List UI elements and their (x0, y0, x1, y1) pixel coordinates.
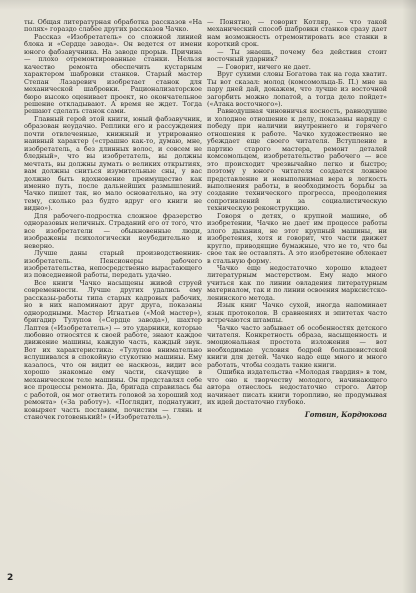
page-number: 2 (7, 573, 14, 583)
right-paragraph-7: Чачко еще недостаточно хорошо владеет литературным мастерством. Ему надо много учиться как по линии овладения литературным материалом, так и по линии освоения марксистско-ленинского метода. (207, 263, 387, 302)
left-paragraph-2: Рассказ «Изобретатель» со сложной линией блока и «Сердце завода». Он ведется от имени юного фабзавучника. На заводе прорыв. Причина — плохо отремонтированные станки. Нельзя качество ремонта обеспечить кустарным характером шабровки станков. Старый мастер Степан Лазаревич изобретает станок для механической шабровки. Рационализаторское бюро высоко оценивает проект, но окончательное решение откладывают. А время не ждет. Тогда решают сделать станок сами. (24, 32, 202, 116)
author-signature: Готвин, Кордюкова (304, 409, 387, 419)
right-paragraph-4: Вруг сухими словы Богатова так на года хватит. Ты вот сказал: молод (комсомольца-Б. П.) мне на пару дней дай, докажем, что лучше из восточной загорбить можно лопатой, а тогда дело пойдет» («Атака восточного»). (207, 70, 387, 108)
right-text-column (207, 19, 387, 418)
left-paragraph-4: Для рабочего-подростка сложное фразерство одноразовых неличных. Страданий его от того, что все изобретатели — обыкновенные люди, изображены психологически неубедительно и неверно. (24, 211, 202, 250)
scan-binding-shadow (402, 0, 416, 593)
right-paragraph-5: Равнодушная чиновничья косность, равнодушие и холодное отношение к делу, показаны наряду с победу при наличии внутреннего и горячего отношения к работе. Чачко художественно не убеждает еще своего читателя. Вступление в партию старого мастера, ремонт деталей комсомольцем, изобретательство рабочего — все это происходит чрезвычайно легко и быстро; поэтому у юного читателя создается ложное представление и невыполнимая вера в легкость выполнения работы, в необходимость борьбы за создание технического прогресса, преодоления сопротивлений и за социалистическую техническую реконструкцию. (207, 107, 387, 213)
left-paragraph-6: Все книги Чачко насыщены живой струей современности. Лучше других удались ему рассказы-работы типа старых кадровых рабочих, но в них напоминают друг друга, показаны однородными. Мастер Игнатьев («Мой мастер»), бригадир Тулупов («Сердце завода»), шахтер Лаптев («Изобретатель») — это ударники, которые любовно относятся к своей работе, знают каждое движение машины, каждую часть, каждый звук. Вот их характеристика: «Тулупов внимательно вслушивался в спокойную стукотню машины. Ему казалось, что он видит ее насквозь, видит все хорошо знакомые ему части, скачущие в механическом теле машины. Он представлял себе все процессы ремонта. Да, бригада справилась бы с работой, он мог ответить головой за хороший ход ремонта» («За работу»). «Поглядит, поднатужит, ковыряет часть поставим, почистим — глянь и станочек готовенький!» («Изобретатель»). (24, 278, 202, 422)
left-paragraph-1: ты. Общая литературная обработка рассказов «На полях» гораздо слабее других рассказов Чачко. (24, 18, 202, 34)
scan-top-shadow (0, 0, 416, 10)
left-text-column (24, 19, 202, 421)
right-paragraph-1: — Понятно, — говорит Котляр, — что такой механический способ шабровки станков сразу дает нам возможность отремонтировать все станки в короткий срок. (207, 18, 387, 49)
right-paragraph-2: — Ты знаешь, почему без действия стоит восточный ударник? (207, 47, 387, 64)
right-paragraph-9: Чачко часто забывает об особенностях детского читателя. Конкретность образа, насыщенность и эмоциональная простота изложения — вот необходимые условия бодрой большевистской книги для детей. Чачко надо еще много и много работать, чтобы создать такие книги. (207, 323, 387, 369)
right-paragraph-10: Ошибка издательства «Молодая гвардия» в том, что оно к творчеству молодого, начинающего автора отнеслось недостаточно строго. Автор начинает писать книги торопливо, не продумывая их идей достаточно глубоко. (207, 368, 387, 407)
right-paragraph-8: Язык книг Чачко сухой, иногда напоминает язык протоколов. В сравнениях и эпитетах часто встречаются штампы. (207, 301, 387, 325)
right-paragraph-3: — Говорит, ничего не дает. (217, 62, 311, 71)
left-paragraph-3: Главный герой этой книги, юный фабзавучник, образован неудачно. Реплики его и рассуждения почти отвлеченные, книжный и утрированно наивный характер («страшно как-то, думаю, мне, изобретатель, а без длинных волос, и совсем не бледный», что вы изобретатель, вы должны мечтать, вы должны думать о великих открытиях, вам должны сниться изумительные сны, у вас должно быть вдохновение преимущество как именно путь, после дальнейших размышлений. Чачко пишет так, но мало основательно, на эту тему, сколько раз будто вдруг его книги не видно»). (24, 114, 202, 213)
right-paragraph-6: Говоря о детях, о крупной машине, об изобретении, Чачко не дает им процессе работы злого дыхания, не этот крупный машины, ни изобретения, хотя и говорит, что части движет кругло, приводящие бумажные, что не то, что бы свое так не оставлять. А это изобретение облекает в стальную форму. (207, 211, 387, 265)
left-paragraph-5: Лучше даны старый производственник-изобретатель. Пенсионеры рабочего изобретательства, непосредственно вырастающего из повседневной работы, передать удачно. (24, 249, 202, 280)
